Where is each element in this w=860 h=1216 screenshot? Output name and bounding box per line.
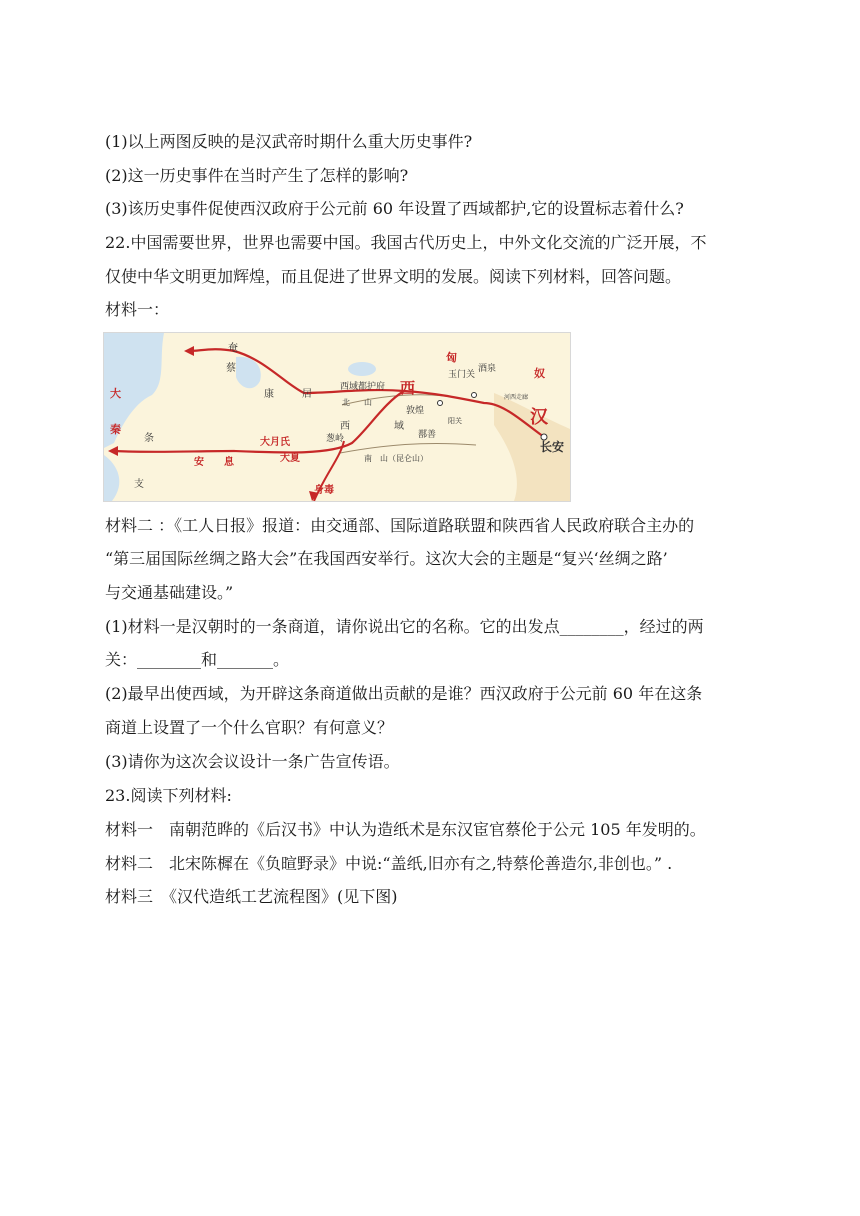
- map-label-xi-red: 西: [400, 379, 416, 397]
- material2-line3: 与交通基础建设。”: [105, 583, 234, 602]
- map-label-shendu: 身毒: [314, 485, 334, 496]
- q22-intro-line2: 仅使中华文明更加辉煌，而且促进了世界文明的发展。阅读下列材料，回答问题。: [105, 267, 682, 286]
- q21-part1: (1)以上两图反映的是汉武帝时期什么重大历史事件?: [105, 132, 473, 151]
- q22-intro-line1: 22.中国需要世界，世界也需要中国。我国古代历史上，中外文化交流的广泛开展，不: [105, 233, 707, 252]
- map-label-han: 汉: [530, 407, 548, 428]
- silk-road-map: [103, 332, 571, 502]
- q23-material3: 材料三 《汉代造纸工艺流程图》(见下图): [105, 887, 398, 906]
- map-label-xiyu-duhufu: 西域都护府: [340, 382, 386, 392]
- dunhuang-marker: [438, 401, 443, 406]
- map-label-xi: 西: [340, 421, 350, 432]
- map-label-nanshan: 南 山（昆仑山）: [364, 454, 428, 463]
- q22-part2-line1: (2)最早出使西域，为开辟这条商道做出贡献的是谁？西汉政府于公元前 60 年在这条: [105, 684, 703, 703]
- jiuquan-marker: [472, 393, 477, 398]
- map-label-hexi: 河西走廊: [504, 394, 529, 401]
- map-label-ju: 居: [302, 389, 312, 400]
- map-label-yu: 域: [394, 421, 404, 432]
- lake: [348, 362, 376, 376]
- map-label-anxi-1: 安: [194, 457, 204, 468]
- map-label-dunhuang: 敦煌: [406, 406, 425, 416]
- map-label-bei: 北: [342, 398, 350, 407]
- q23-material2: 材料二 北宋陈樨在《负暄野录》中说:“盖纸,旧亦有之,特蔡伦善造尔,非创也。” .: [105, 854, 673, 873]
- map-label-changan: 长安: [540, 440, 565, 454]
- q22-part1-line2: 关：________和_______。: [105, 650, 290, 669]
- map-label-dayuezhi: 大月氏: [260, 437, 290, 448]
- map-label-tiao: 条: [144, 433, 154, 444]
- map-label-cai: 蔡: [226, 363, 236, 374]
- silk-road-map-svg: [104, 333, 570, 501]
- map-label-jiuquan: 酒泉: [478, 364, 497, 374]
- map-label-qin: 秦: [110, 423, 121, 436]
- q22-part1-line1: (1)材料一是汉朝时的一条商道，请你说出它的名称。它的出发点________，经过的两: [105, 617, 704, 636]
- material2-line2: “第三届国际丝绸之路大会”在我国西安举行。这次大会的主题是“复兴‘丝绸之路’: [105, 549, 668, 568]
- map-label-shanshan: 鄯善: [418, 430, 437, 440]
- q23-intro: 23.阅读下列材料:: [105, 786, 232, 805]
- map-label-yangguan: 阳关: [448, 417, 462, 425]
- q22-part3: (3)请你为这次会议设计一条广告宣传语。: [105, 752, 400, 771]
- material1-label: 材料一：: [105, 300, 170, 319]
- map-label-xiongnu-2: 奴: [534, 367, 545, 380]
- map-label-zhi: 支: [134, 479, 144, 490]
- map-label-kang: 康: [264, 389, 274, 400]
- map-label-yumenguan: 玉门关: [448, 370, 476, 380]
- map-label-da: 大: [110, 387, 121, 400]
- map-label-xiongnu-1: 匈: [446, 351, 457, 364]
- map-label-daxia: 大夏: [280, 453, 300, 464]
- map-label-yan: 奄: [228, 343, 238, 354]
- map-label-anxi-2: 息: [224, 457, 234, 468]
- q21-part3: (3)该历史事件促使西汉政府于公元前 60 年设置了西域都护,它的设置标志着什么?: [105, 199, 684, 218]
- material2-line1: 材料二 ：《工人日报》报道：由交通部、国际道路联盟和陕西省人民政府联合主办的: [105, 516, 695, 535]
- q22-part2-line2: 商道上设置了一个什么官职？有何意义？: [105, 718, 394, 737]
- q23-material1: 材料一 南朝范晔的《后汉书》中认为造纸术是东汉宦官蔡伦于公元 105 年发明的。: [105, 820, 706, 839]
- q21-part2: (2)这一历史事件在当时产生了怎样的影响?: [105, 166, 409, 185]
- map-label-shan: 山: [364, 398, 372, 407]
- map-label-congling: 葱岭: [326, 434, 345, 444]
